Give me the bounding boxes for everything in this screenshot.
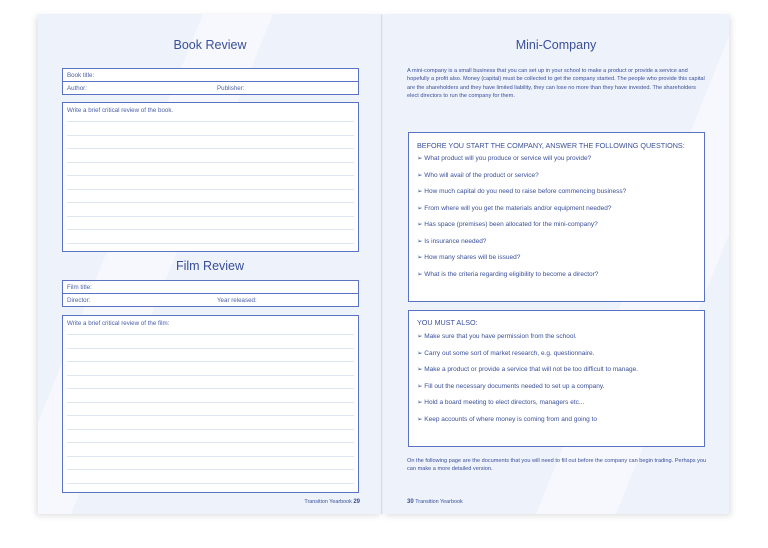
list-item bbox=[417, 382, 696, 399]
writing-line bbox=[67, 375, 354, 376]
film-review-title: Film Review bbox=[175, 259, 245, 273]
right-page bbox=[383, 14, 729, 514]
writing-line bbox=[67, 121, 354, 122]
writing-line bbox=[67, 202, 354, 203]
arrow-bullet-icon: ➢ bbox=[417, 399, 423, 406]
list-item-text: Has space (premises) been allocated for the mini-company? bbox=[424, 221, 598, 228]
list-item-text: From where will you get the materials and/or equipment needed? bbox=[424, 204, 612, 212]
publisher-label: Publisher: bbox=[217, 85, 245, 92]
list-item bbox=[417, 349, 696, 366]
must-also-box bbox=[408, 310, 705, 447]
list-item-text: Hold a board meeting to elect directors, managers etc... bbox=[424, 399, 585, 406]
list-item bbox=[417, 415, 696, 432]
questions-box bbox=[408, 132, 705, 302]
list-item-text: Who will avail of the product or service? bbox=[424, 171, 539, 179]
arrow-bullet-icon: ➢ bbox=[417, 382, 423, 390]
arrow-bullet-icon: ➢ bbox=[417, 155, 423, 162]
list-item-text: Carry out some sort of market research, e.g. questionnaire. bbox=[424, 349, 595, 357]
arrow-bullet-icon: ➢ bbox=[417, 221, 423, 228]
writing-line bbox=[67, 334, 354, 335]
film-review-box[interactable] bbox=[62, 315, 359, 493]
arrow-bullet-icon: ➢ bbox=[417, 188, 423, 195]
arrow-bullet-icon: ➢ bbox=[417, 349, 423, 357]
writing-line bbox=[67, 361, 354, 362]
footer-book-name: Transition Yearbook bbox=[415, 499, 463, 505]
writing-line bbox=[67, 456, 354, 457]
questions-list bbox=[417, 154, 696, 286]
writing-line bbox=[67, 388, 354, 389]
author-label: Author: bbox=[67, 85, 87, 92]
list-item bbox=[417, 253, 696, 270]
arrow-bullet-icon: ➢ bbox=[417, 333, 423, 340]
right-footer bbox=[407, 499, 463, 505]
footer-book-name: Transition Yearbook bbox=[304, 499, 352, 505]
writing-line bbox=[67, 415, 354, 416]
arrow-bullet-icon: ➢ bbox=[417, 171, 423, 179]
divider bbox=[63, 81, 358, 82]
list-item-text: How much capital do you need to raise before commencing business? bbox=[424, 188, 627, 195]
left-page bbox=[38, 14, 382, 514]
divider bbox=[63, 293, 358, 294]
arrow-bullet-icon: ➢ bbox=[417, 366, 423, 373]
writing-line bbox=[67, 189, 354, 190]
year-released-label: Year released: bbox=[217, 297, 257, 304]
list-item bbox=[417, 154, 696, 171]
list-item bbox=[417, 398, 696, 415]
writing-line bbox=[67, 348, 354, 349]
writing-line bbox=[67, 483, 354, 484]
list-item-text: How many shares will be issued? bbox=[424, 254, 521, 261]
list-item-text: What product will you produce or service will you provide? bbox=[424, 155, 592, 162]
list-item bbox=[417, 220, 696, 237]
list-item-text: Make sure that you have permission from the school. bbox=[424, 333, 577, 340]
page-number: 29 bbox=[353, 499, 360, 505]
list-item bbox=[417, 187, 696, 204]
book-title-label: Book title: bbox=[67, 72, 95, 79]
writing-line bbox=[67, 216, 354, 217]
writing-line bbox=[67, 243, 354, 244]
list-item-text: What is the criteria regarding eligibility to become a director? bbox=[424, 270, 599, 278]
list-item-text: Keep accounts of where money is coming from and going to bbox=[424, 415, 597, 423]
arrow-bullet-icon: ➢ bbox=[417, 254, 423, 261]
list-item bbox=[417, 270, 696, 287]
writing-line bbox=[67, 135, 354, 136]
list-item bbox=[417, 171, 696, 188]
list-item bbox=[417, 204, 696, 221]
list-item-text: Is insurance needed? bbox=[424, 237, 487, 245]
director-label: Director: bbox=[67, 297, 91, 304]
writing-line bbox=[67, 229, 354, 230]
book-review-box[interactable] bbox=[62, 102, 359, 252]
writing-line bbox=[67, 148, 354, 149]
list-item-text: Make a product or provide a service that will not be too difficult to manage. bbox=[424, 366, 639, 373]
book-review-prompt: Write a brief critical review of the book. bbox=[67, 107, 174, 114]
mini-company-title: Mini-Company bbox=[515, 38, 597, 52]
page-number: 30 bbox=[407, 499, 414, 505]
closing-paragraph: On the following page are the documents that you will need to fill out before the company can begin trading. Perhaps you can make a more detailed version. bbox=[407, 458, 707, 473]
writing-line bbox=[67, 429, 354, 430]
must-also-list bbox=[417, 332, 696, 431]
list-item bbox=[417, 365, 696, 382]
writing-line bbox=[67, 402, 354, 403]
book-review-title: Book Review bbox=[173, 38, 247, 52]
left-footer bbox=[304, 499, 360, 505]
film-title-label: Film title: bbox=[67, 284, 92, 291]
must-also-heading: YOU MUST ALSO: bbox=[417, 318, 478, 327]
questions-heading: BEFORE YOU START THE COMPANY, ANSWER THE FOLLOWING QUESTIONS: bbox=[417, 141, 685, 150]
list-item bbox=[417, 237, 696, 254]
writing-line bbox=[67, 175, 354, 176]
arrow-bullet-icon: ➢ bbox=[417, 204, 423, 212]
arrow-bullet-icon: ➢ bbox=[417, 415, 423, 423]
writing-line bbox=[67, 442, 354, 443]
list-item bbox=[417, 332, 696, 349]
intro-paragraph: A mini-company is a small business that you can set up in your school to make a product or provide a service and hopefully a profit also. Money (capital) must be collected to get the company started. The people who provide this capital are the shareholders and they have limited liability, they can lose no more than they have invested. The shareholders elect directors to run the company for them. bbox=[407, 68, 705, 100]
list-item-text: Fill out the necessary documents needed to set up a company. bbox=[424, 382, 605, 390]
writing-line bbox=[67, 469, 354, 470]
writing-line bbox=[67, 162, 354, 163]
arrow-bullet-icon: ➢ bbox=[417, 270, 423, 278]
arrow-bullet-icon: ➢ bbox=[417, 237, 423, 245]
film-review-prompt: Write a brief critical review of the film: bbox=[67, 320, 170, 327]
film-info-box bbox=[62, 280, 359, 307]
book-info-box bbox=[62, 68, 359, 95]
